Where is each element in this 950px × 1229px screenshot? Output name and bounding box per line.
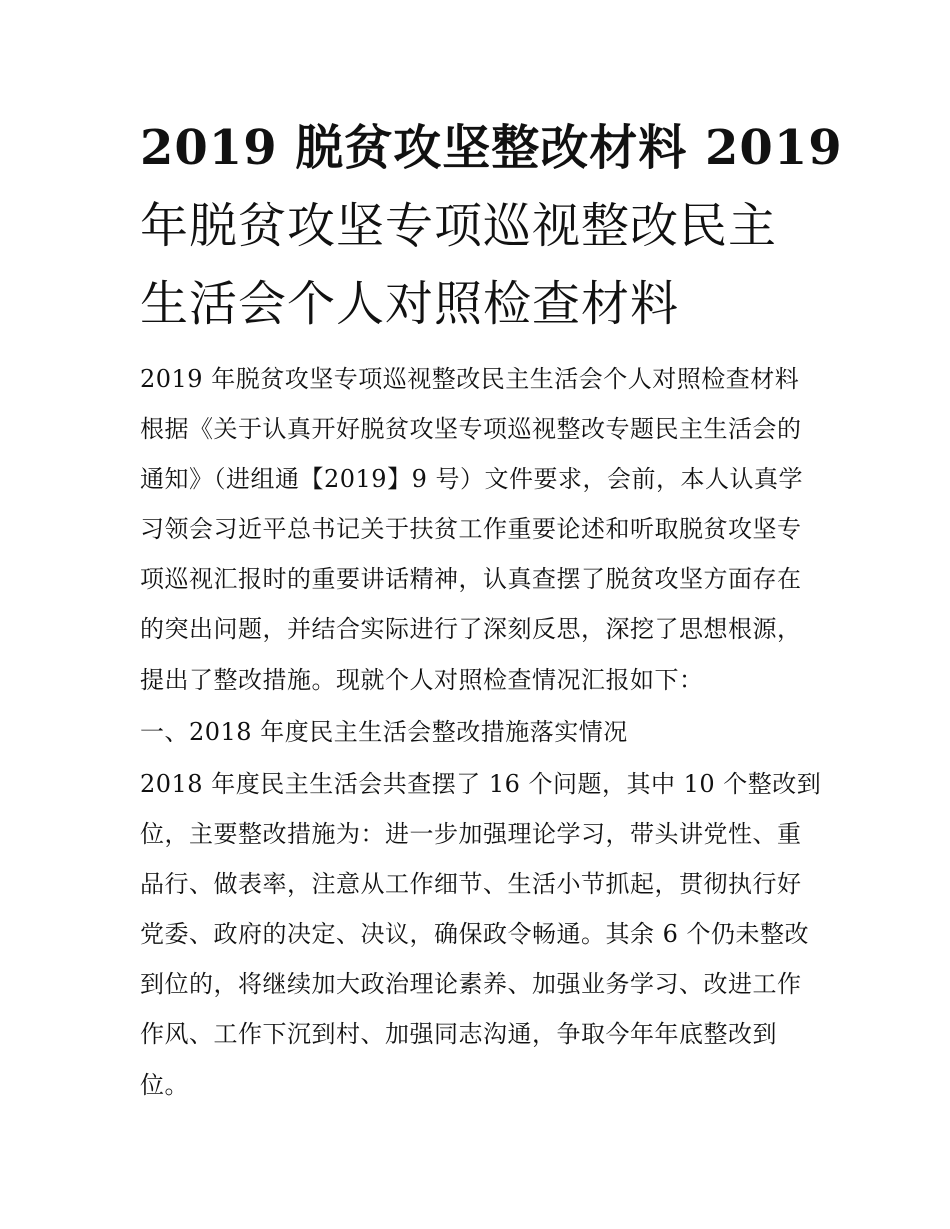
body-line-5: 项巡视汇报时的重要讲话精神，认真查摆了脱贫攻坚方面存在 <box>140 565 802 593</box>
body-line-7: 提出了整改措施。现就个人对照检查情况汇报如下： <box>140 666 704 694</box>
document-title-line-1 <box>140 118 843 178</box>
document-title-line-2: 年脱贫攻坚专项巡视整改民主 <box>140 198 778 254</box>
body-line-14: 作风、工作下沉到村、加强同志沟通，争取今年年底整改到 <box>140 1020 777 1048</box>
section-heading-1: 一、2018 年度民主生活会整改措施落实情况 <box>140 718 628 746</box>
body-line-12: 党委、政府的决定、决议，确保政令畅通。其余 6 个仍未整改 <box>140 920 810 948</box>
body-line-10: 位，主要整改措施为：进一步加强理论学习，带头讲党性、重 <box>140 820 802 848</box>
body-line-4: 习领会习近平总书记关于扶贫工作重要论述和听取脱贫攻坚专 <box>140 515 802 543</box>
body-line-2: 根据《关于认真开好脱贫攻坚专项巡视整改专题民主生活会的 <box>140 415 802 443</box>
document-title-line-1-text: 2019 脱贫攻坚整改材料 2019 <box>140 120 843 176</box>
body-line-1: 2019 年脱贫攻坚专项巡视整改民主生活会个人对照检查材料 <box>140 365 800 393</box>
body-line-6: 的突出问题，并结合实际进行了深刻反思，深挖了思想根源， <box>140 615 802 643</box>
document-title-line-3: 生活会个人对照检查材料 <box>140 276 680 332</box>
body-line-9: 2018 年度民主生活会共查摆了 16 个问题，其中 10 个整改到 <box>140 770 822 798</box>
body-line-11: 品行、做表率，注意从工作细节、生活小节抓起，贯彻执行好 <box>140 870 802 898</box>
body-line-3: 通知》（进组通【2019】9 号）文件要求，会前，本人认真学 <box>140 465 803 493</box>
body-line-15: 位。 <box>140 1071 189 1099</box>
body-line-13: 到位的，将继续加大政治理论素养、加强业务学习、改进工作 <box>140 970 802 998</box>
